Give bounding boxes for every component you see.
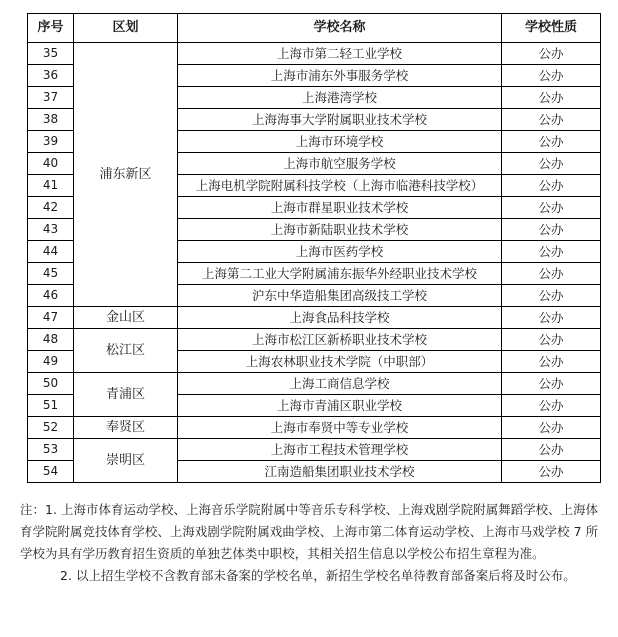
row-number: 42: [28, 197, 74, 219]
school-nature-cell: 公办: [502, 109, 601, 131]
school-name-cell: 上海市第二轻工业学校: [178, 43, 502, 65]
district-cell: 奉贤区: [74, 417, 178, 439]
row-number: 39: [28, 131, 74, 153]
school-name-cell: 上海市环境学校: [178, 131, 502, 153]
table-row: [28, 43, 601, 65]
school-name-cell: 上海农林职业技术学院（中职部）: [178, 351, 502, 373]
school-name-cell: 上海市群星职业技术学校: [178, 197, 502, 219]
school-nature-cell: 公办: [502, 307, 601, 329]
row-number: 51: [28, 395, 74, 417]
row-number: 47: [28, 307, 74, 329]
school-nature-cell: 公办: [502, 395, 601, 417]
row-number: 40: [28, 153, 74, 175]
row-number: 49: [28, 351, 74, 373]
school-name-cell: 上海市工程技术管理学校: [178, 439, 502, 461]
header-district: 区划: [74, 14, 178, 43]
district-cell: 松江区: [74, 329, 178, 373]
row-number: 35: [28, 43, 74, 65]
school-name-cell: 沪东中华造船集团高级技工学校: [178, 285, 502, 307]
school-table: [27, 13, 601, 483]
notes-section: [20, 499, 605, 587]
row-number: 36: [28, 65, 74, 87]
school-name-cell: 上海第二工业大学附属浦东振华外经职业技术学校: [178, 263, 502, 285]
row-number: 54: [28, 461, 74, 483]
district-cell: 金山区: [74, 307, 178, 329]
table-body: [28, 43, 601, 483]
table-row: [28, 417, 601, 439]
header-no: 序号: [28, 14, 74, 43]
district-cell: 崇明区: [74, 439, 178, 483]
school-nature-cell: 公办: [502, 241, 601, 263]
district-cell: 浦东新区: [74, 43, 178, 307]
school-name-cell: 上海市奉贤中等专业学校: [178, 417, 502, 439]
school-nature-cell: 公办: [502, 43, 601, 65]
school-nature-cell: 公办: [502, 197, 601, 219]
school-name-cell: 上海市新陆职业技术学校: [178, 219, 502, 241]
school-nature-cell: 公办: [502, 131, 601, 153]
table-header-row: [28, 14, 601, 43]
school-name-cell: 江南造船集团职业技术学校: [178, 461, 502, 483]
school-nature-cell: 公办: [502, 153, 601, 175]
table-row: [28, 373, 601, 395]
row-number: 44: [28, 241, 74, 263]
school-name-cell: 上海食品科技学校: [178, 307, 502, 329]
district-cell: 青浦区: [74, 373, 178, 417]
school-name-cell: 上海工商信息学校: [178, 373, 502, 395]
school-name-cell: 上海市航空服务学校: [178, 153, 502, 175]
school-nature-cell: 公办: [502, 461, 601, 483]
row-number: 48: [28, 329, 74, 351]
table-row: [28, 439, 601, 461]
note-1: 注：1. 上海市体育运动学校、上海音乐学院附属中等音乐专科学校、上海戏剧学院附属舞蹈学校、上海体育学院附属竞技体育学校、上海戏剧学院附属戏曲学校、上海市第二体育运动学校、上海市马戏学校 7 所学校为具有学历教育招生资质的单独艺体类中职校，其相关招生信息以学校公布招生章程为准。: [20, 502, 599, 561]
school-nature-cell: 公办: [502, 373, 601, 395]
row-number: 41: [28, 175, 74, 197]
school-nature-cell: 公办: [502, 351, 601, 373]
school-nature-cell: 公办: [502, 285, 601, 307]
row-number: 43: [28, 219, 74, 241]
table-row: [28, 329, 601, 351]
school-name-cell: 上海市浦东外事服务学校: [178, 65, 502, 87]
school-nature-cell: 公办: [502, 439, 601, 461]
note-2: 2. 以上招生学校不含教育部未备案的学校名单，新招生学校名单待教育部备案后将及时公布。: [60, 568, 576, 583]
school-table-container: [27, 13, 600, 483]
school-nature-cell: 公办: [502, 329, 601, 351]
row-number: 38: [28, 109, 74, 131]
school-nature-cell: 公办: [502, 417, 601, 439]
row-number: 52: [28, 417, 74, 439]
row-number: 53: [28, 439, 74, 461]
school-name-cell: 上海市医药学校: [178, 241, 502, 263]
school-name-cell: 上海海事大学附属职业技术学校: [178, 109, 502, 131]
school-nature-cell: 公办: [502, 219, 601, 241]
school-nature-cell: 公办: [502, 87, 601, 109]
row-number: 45: [28, 263, 74, 285]
header-school: 学校名称: [178, 14, 502, 43]
school-nature-cell: 公办: [502, 175, 601, 197]
header-nature: 学校性质: [502, 14, 601, 43]
table-row: [28, 307, 601, 329]
school-name-cell: 上海市松江区新桥职业技术学校: [178, 329, 502, 351]
row-number: 46: [28, 285, 74, 307]
row-number: 37: [28, 87, 74, 109]
row-number: 50: [28, 373, 74, 395]
school-name-cell: 上海市青浦区职业学校: [178, 395, 502, 417]
school-nature-cell: 公办: [502, 263, 601, 285]
school-name-cell: 上海电机学院附属科技学校（上海市临港科技学校）: [178, 175, 502, 197]
school-nature-cell: 公办: [502, 65, 601, 87]
school-name-cell: 上海港湾学校: [178, 87, 502, 109]
